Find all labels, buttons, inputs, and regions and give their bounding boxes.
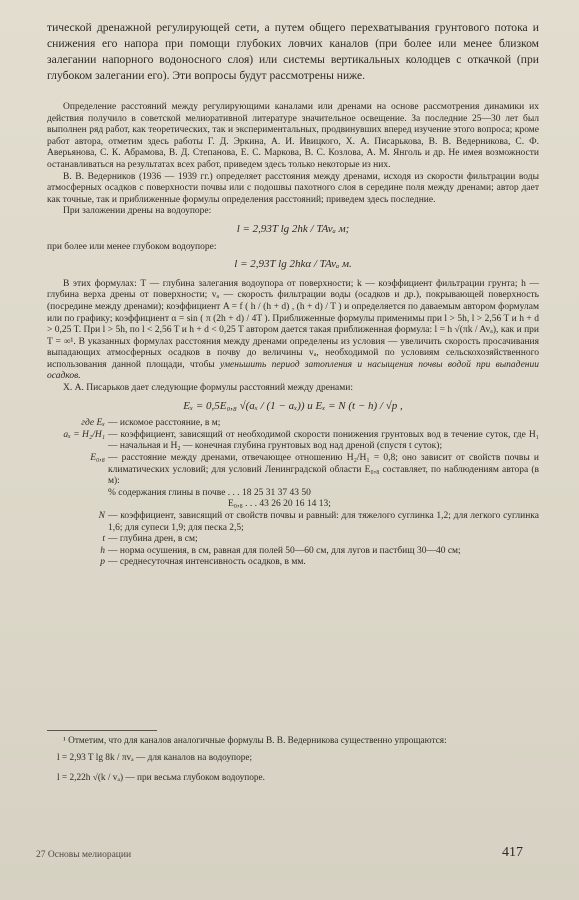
footnote-text: ¹ Отметим, что для каналов аналогичные формулы В. В. Ведерникова существенно упрощаются: bbox=[63, 736, 447, 746]
definition-text: — коэффициент, зависящий от необходимой скорости понижения грунтовых вод в течение суток, где H₁ — начальная и H₂ — конечная глубина грунтовых вод над дреной (спустя t суток); bbox=[108, 429, 539, 452]
paragraph-text: тической дренажной регулирующей сети, а путем общего перехватывания грунтового потока и снижения его напора при помощи глубоких ловчих каналов (при более или менее близком залегании напорного водоносного слоя) или системы вертикальных колодцев с откачкой (при глубоком залегании его). Эти вопросы будут рассмотрены ниже. bbox=[47, 21, 539, 82]
explanation-italic: уменьшить период затопления и насыщения почвы водой при выпадении осадков. bbox=[47, 359, 540, 382]
definition-row bbox=[47, 499, 539, 511]
footnote-block bbox=[47, 736, 539, 784]
small-print-block bbox=[47, 102, 539, 569]
definition-row bbox=[47, 453, 539, 488]
definition-row bbox=[47, 557, 539, 569]
footnote-separator bbox=[47, 730, 157, 731]
definition-symbol: h bbox=[100, 545, 105, 556]
definition-symbol: p bbox=[100, 557, 105, 568]
definition-row bbox=[47, 430, 539, 453]
definition-symbol: E₀,₈ bbox=[90, 453, 105, 464]
footnote-formula-deep: l = 2,22h √(k / vₐ) — при весьма глубоком водоупоре. bbox=[57, 772, 265, 783]
definition-text: E₀,₈ . . . 43 26 20 16 14 13; bbox=[228, 499, 331, 510]
running-footer: 27 Основы мелиорации bbox=[36, 850, 132, 860]
definition-row bbox=[47, 511, 539, 534]
definition-symbol: t bbox=[102, 534, 105, 545]
paragraph-aquitard: При заложении дрены на водоупоре: bbox=[63, 206, 212, 217]
definition-symbol: где Eₓ bbox=[81, 418, 105, 429]
definition-symbol: N bbox=[98, 511, 105, 521]
paragraph-literature: Определение расстояний между регулирующими каналами или дренами на основе рассмотрения динамики их действия получило в советской мелиоративной литературе значительное освещение. За последние 25—30 лет был выполнен ряд работ, как теоретических, так и экспериментальных, продвинувших вперед изучение этого вопроса; кроме работ автора, отметим здесь работы Г. Д. Эркина, А. И. Ивицкого, Х. А. Писарькова, В. В. Ведерникова, С. Ф. Аверьянова, С. К. Абрамова, В. Д. Степанова, Е. С. Маркова, В. С. Козлова, А. М. Янголь и др. Не имея возможности останавливаться на результатах всех работ, приведем здесь только некоторые из них. bbox=[47, 102, 539, 170]
definition-text: — коэффициент, зависящий от свойств почвы и равный: для тяжелого суглинка 1,2; для легкого суглинка 1,6; для супеси 1,9; для песка 2,5; bbox=[108, 511, 539, 533]
definition-row bbox=[47, 418, 539, 430]
formula-deep-aquitard: l = 2,93T lg 2hkα / TAvₐ м. bbox=[234, 258, 352, 271]
formula-aquitard: l = 2,93T lg 2hk / TAvₐ м; bbox=[236, 222, 350, 235]
definition-text: — глубина дрен, в см; bbox=[108, 534, 198, 545]
definition-row bbox=[47, 546, 539, 558]
definition-text: — искомое расстояние, в м; bbox=[108, 418, 221, 429]
paragraph-pisarkov: Х. А. Писарьков дает следующие формулы расстояний между дренами: bbox=[63, 383, 353, 394]
definition-row bbox=[47, 534, 539, 546]
footnote-formula-canals: l = 2,93 T lg 8k / πvₐ — для каналов на водоупоре; bbox=[57, 753, 253, 764]
paragraph-deep-aquitard: при более или менее глубоком водоупоре: bbox=[47, 241, 217, 252]
definition-text: — среднесуточная интенсивность осадков, в мм. bbox=[108, 557, 306, 568]
explanation-text: В этих формулах: T — глубина залегания водоупора от поверхности; k — коэффициент фильтрации грунта; h — глубина верха дрены от поверхности; vₐ — скорость фильтрации воды (осадков и др.), покрывающей поверхность (посредине между дренами); коэффициент A = f ( h / (h + d) , (h + d) / T ) и определяется по даваемым автором формулам или по графику; коэффициент α = sin ( π (2h + d) / 4T ). Приближенные формулы применимы при l > 5h, l > 2,56 T и h + d > 0,25 T. При l > 5h, по l < 2,56 T и h + d < 0,25 T автором дается такая приближенная формула: l = h √(πk / Avₐ), как и при T = ∞¹. В указанных формулах расстояния между дренами определены из условия — увеличить скорость просачивания выпадающих атмосферных осадков в почву до величины vₐ, необходимой по условиям сельскохозяйственного использования данной площади, чтобы bbox=[47, 278, 539, 370]
definition-row bbox=[47, 488, 539, 500]
definition-symbol bbox=[47, 499, 108, 511]
page-number: 417 bbox=[502, 845, 523, 860]
definition-text: % содержания глины в почве . . . 18 25 31 37 43 50 bbox=[108, 487, 311, 498]
definitions-list bbox=[47, 418, 539, 569]
definition-text: — расстояние между дренами, отвечающее отношению H₂/H₁ = 0,8; оно зависит от свойств почвы и климатических условий; для условий Ленинградской области E₀,₈ составляет, по наблюдениям автора (в м): bbox=[108, 453, 539, 487]
top-paragraph bbox=[47, 20, 539, 84]
formula-pisarkov: Eₓ = 0,5E₀,₈ √(aₓ / (1 − aₓ)) и Eₓ = N (t − h) / √p , bbox=[183, 399, 403, 412]
definition-text: — норма осушения, в см, равная для полей 50—60 см, для лугов и пастбищ 30—40 см; bbox=[108, 545, 461, 556]
paragraph-vedernikov: В. В. Ведерников (1936 — 1939 гг.) определяет расстояния между дренами, исходя из скорости фильтрации воды атмосферных осадков с поверхности почвы или с подошвы пахотного слоя в середине поля между дренами; автор дает как точные, так и приближенные формулы определения расстояний; приведем здесь последние. bbox=[47, 171, 539, 205]
paragraph-formula-explanation bbox=[47, 279, 539, 383]
definition-symbol: aₓ = H₂/H₁ bbox=[63, 429, 105, 440]
definition-symbol bbox=[47, 488, 108, 500]
